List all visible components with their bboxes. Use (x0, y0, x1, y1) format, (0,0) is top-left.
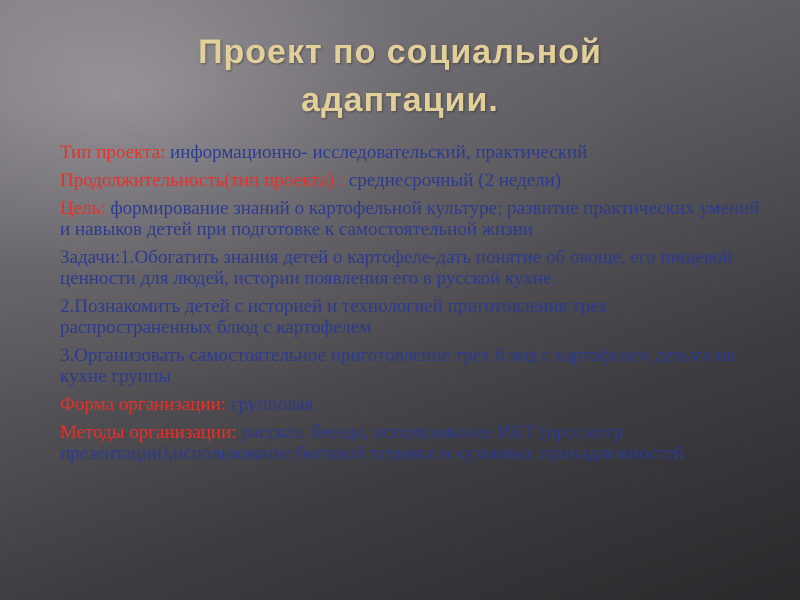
paragraph-label: Продолжительность(тип проекта) : (60, 170, 349, 191)
paragraph-label: Форма организации: (60, 394, 231, 415)
paragraph-text: Задачи:1.Обогатить знания детей о картофеле-дать понятие об овоще, его пищевой ценности для людей, истории появления его в русской кухне. (60, 247, 733, 289)
slide-title (40, 28, 760, 124)
paragraph-project-type (60, 142, 760, 163)
paragraph-task-2 (60, 296, 760, 338)
paragraph-goal (60, 198, 760, 240)
paragraph-label: Тип проекта: (60, 142, 171, 163)
paragraph-text: рассказ, беседа, использование ИКТ (просмотр презентации),использование бытовой техники и кухонных принадлежностей (60, 422, 685, 464)
slide-body (60, 142, 760, 471)
paragraph-text: 2.Познакомить детей с историей и технологией приготовления трех распространенных блюд с картофелем (60, 296, 608, 338)
paragraph-task-1 (60, 247, 760, 289)
paragraph-text: 3.Организовать самостоятельное приготовление трех блюд с картофелем детьми на кухне группы (60, 345, 736, 387)
paragraph-methods (60, 422, 760, 464)
paragraph-text: информационно- исследовательский, практический (170, 142, 588, 163)
title-line-2: адаптации. (301, 81, 499, 119)
paragraph-duration (60, 170, 760, 191)
paragraph-label: Цель: (60, 198, 111, 219)
paragraph-text: групповая (230, 394, 314, 415)
title-line-1: Проект по социальной (198, 33, 602, 71)
paragraph-label: Методы организации: (60, 422, 242, 443)
paragraph-text: формирование знаний о картофельной культуре; развитие практических умений и навыков детей при подготовке к самостоятельной жизни (60, 198, 760, 240)
paragraph-form (60, 394, 760, 415)
paragraph-text: среднесрочный (2 недели) (348, 170, 562, 191)
paragraph-task-3 (60, 345, 760, 387)
